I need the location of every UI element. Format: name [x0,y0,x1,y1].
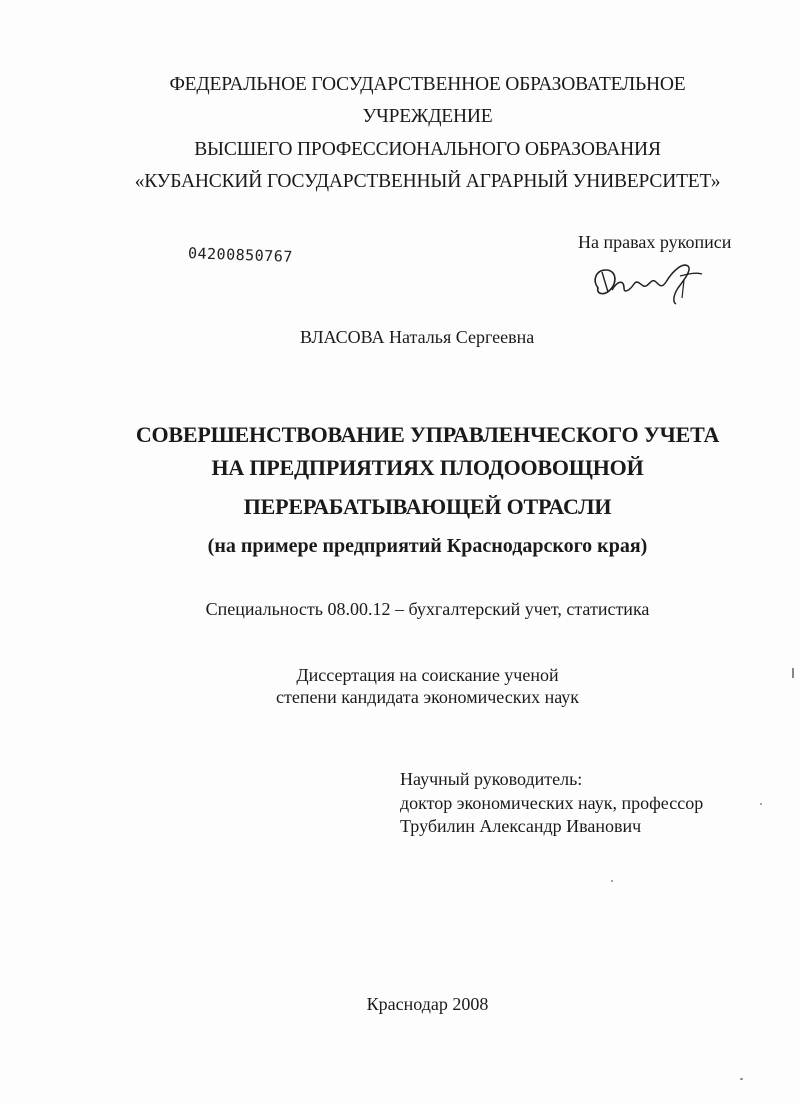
institution-line-1: ФЕДЕРАЛЬНОЕ ГОСУДАРСТВЕННОЕ ОБРАЗОВАТЕЛЬНОЕ [169,74,686,95]
author-name: ВЛАСОВА Наталья Сергеевна [300,327,535,347]
supervisor-label: Научный руководитель: [400,769,583,789]
rights-note: На правах рукописи [578,232,732,252]
supervisor-degree: доктор экономических наук, профессор [400,793,704,813]
specialty: Специальность 08.00.12 – бухгалтерский учет, статистика [205,599,650,619]
title-line-3: ПЕРЕРАБАТЫВАЮЩЕЙ ОТРАСЛИ [243,494,612,519]
institution-line-4: «КУБАНСКИЙ ГОСУДАРСТВЕННЫЙ АГРАРНЫЙ УНИВЕРСИТЕТ» [134,171,721,192]
registry-number: 04200850767 [187,244,294,266]
title-subtitle: (на примере предприятий Краснодарского края) [207,535,648,557]
supervisor-name: Трубилин Александр Иванович [400,816,642,836]
title-line-1: СОВЕРШЕНСТВОВАНИЕ УПРАВЛЕНЧЕСКОГО УЧЕТА [135,422,720,447]
institution-line-3: ВЫСШЕГО ПРОФЕССИОНАЛЬНОГО ОБРАЗОВАНИЯ [194,139,661,160]
scan-mark [792,668,794,678]
signature-icon [588,258,708,310]
scan-speck [760,803,762,805]
title-line-2: НА ПРЕДПРИЯТИЯХ ПЛОДООВОЩНОЙ [211,455,644,480]
dissertation-line-1: Диссертация на соискание ученой [296,665,559,685]
dissertation-line-2: степени кандидата экономических наук [275,687,580,707]
scan-speck [611,880,613,882]
scan-speck [740,1078,743,1080]
city-year: Краснодар 2008 [366,994,489,1014]
institution-line-2: УЧРЕЖДЕНИЕ [362,106,493,127]
